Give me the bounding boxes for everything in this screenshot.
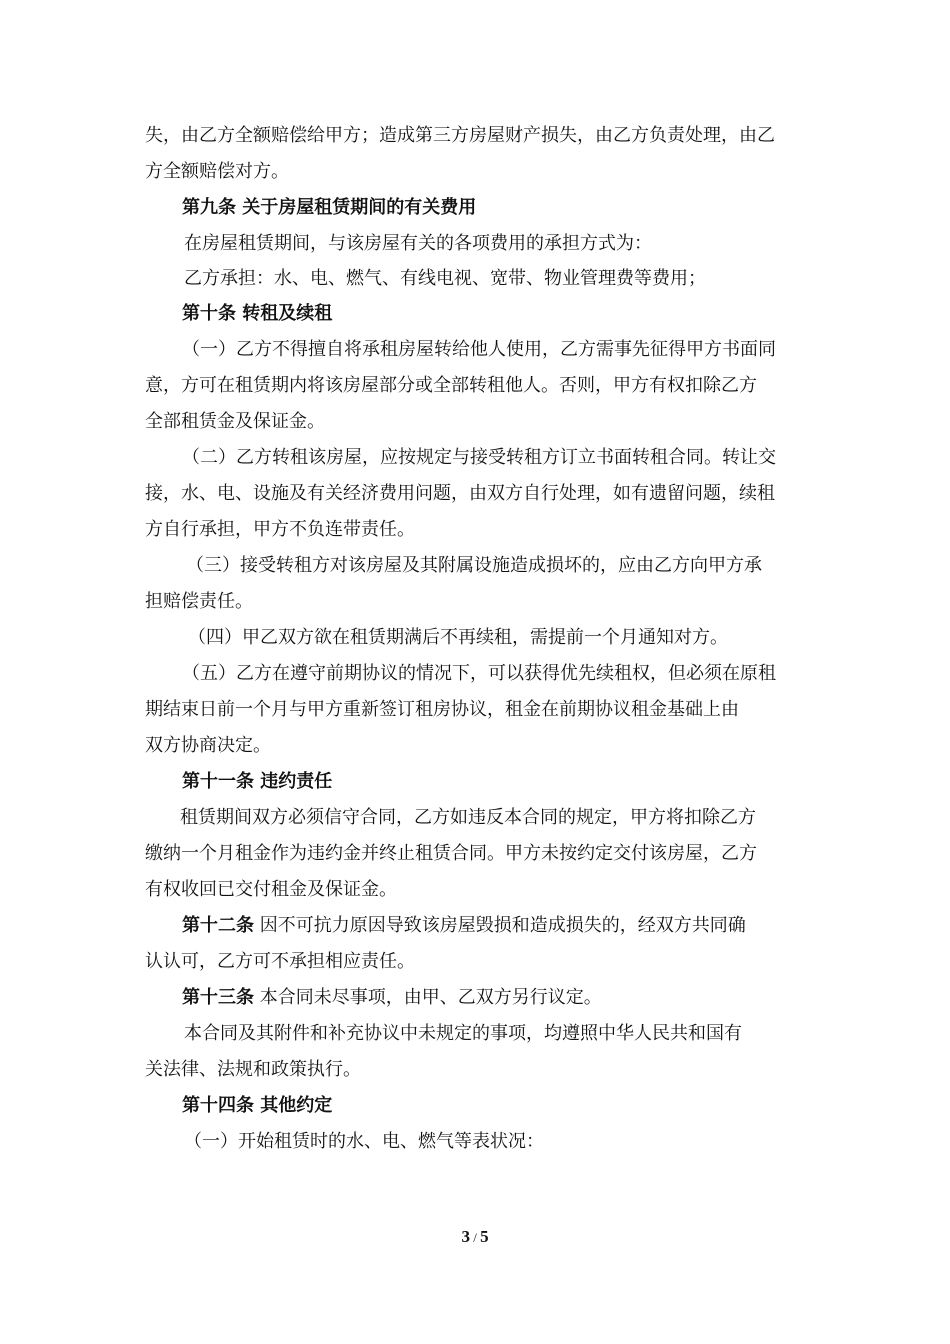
line-text: 关法律、法规和政策执行。 bbox=[145, 1059, 361, 1080]
line-text: （一）开始租赁时的水、电、燃气等表状况： bbox=[184, 1131, 544, 1152]
body-line bbox=[184, 1022, 742, 1046]
line-text: 方全额赔偿对方。 bbox=[145, 161, 289, 182]
line-text: 因不可抗力原因导致该房屋毁损和造成损失的，经双方共同确 bbox=[254, 915, 746, 936]
line-text: 租赁期间双方必须信守合同，乙方如违反本合同的规定，甲方将扣除乙方 bbox=[180, 807, 756, 828]
line-text: 双方协商决定。 bbox=[145, 735, 271, 756]
body-line bbox=[184, 232, 652, 256]
body-line bbox=[182, 446, 776, 470]
line-text: 在房屋租赁期间，与该房屋有关的各项费用的承担方式为： bbox=[184, 233, 652, 254]
line-text: （二）乙方转租该房屋，应按规定与接受转租方订立书面转租合同。转让交 bbox=[182, 447, 776, 468]
body-line bbox=[184, 1130, 544, 1154]
body-line bbox=[145, 590, 253, 614]
body-line bbox=[182, 338, 776, 362]
heading-text: 第十条 转租及续租 bbox=[182, 303, 333, 324]
line-text: （三）接受转租方对该房屋及其附属设施造成损坏的，应由乙方向甲方承 bbox=[186, 555, 762, 576]
line-text: （五）乙方在遵守前期协议的情况下，可以获得优先续租权，但必须在原租 bbox=[182, 663, 776, 684]
body-line bbox=[145, 878, 397, 902]
body-line bbox=[145, 698, 739, 722]
body-line bbox=[145, 160, 289, 184]
body-line bbox=[182, 662, 776, 686]
heading-text: 第十四条 其他约定 bbox=[182, 1095, 333, 1116]
heading-text: 第九条 关于房屋租赁期间的有关费用 bbox=[182, 197, 477, 218]
body-line bbox=[145, 842, 757, 866]
body-line bbox=[145, 734, 271, 758]
line-text: 乙方承担：水、电、燃气、有线电视、宽带、物业管理费等费用； bbox=[184, 268, 706, 289]
article-heading bbox=[182, 196, 476, 220]
article-heading bbox=[182, 1094, 332, 1118]
line-text: （四）甲乙双方欲在租赁期满后不再续租，需提前一个月通知对方。 bbox=[188, 627, 728, 648]
article-label: 第十二条 bbox=[182, 915, 254, 936]
body-line bbox=[145, 410, 325, 434]
line-text: 本合同及其附件和补充协议中未规定的事项，均遵照中华人民共和国有 bbox=[184, 1023, 742, 1044]
line-text: （一）乙方不得擅自将承租房屋转给他人使用，乙方需事先征得甲方书面同 bbox=[182, 339, 776, 360]
total-pages-number: 5 bbox=[480, 1227, 489, 1246]
line-text: 方自行承担，甲方不负连带责任。 bbox=[145, 519, 415, 540]
current-page-number: 3 bbox=[461, 1227, 470, 1246]
body-line bbox=[184, 267, 706, 291]
body-line bbox=[145, 518, 415, 542]
line-text: 期结束日前一个月与甲方重新签订租房协议，租金在前期协议租金基础上由 bbox=[145, 699, 739, 720]
article-paragraph bbox=[182, 986, 602, 1010]
body-line bbox=[145, 374, 757, 398]
line-text: 缴纳一个月租金作为违约金并终止租赁合同。甲方未按约定交付该房屋，乙方 bbox=[145, 843, 757, 864]
body-line bbox=[145, 124, 775, 148]
line-text: 接，水、电、设施及有关经济费用问题，由双方自行处理，如有遗留问题，续租 bbox=[145, 483, 775, 504]
article-heading bbox=[182, 302, 332, 326]
body-line bbox=[186, 554, 762, 578]
body-line bbox=[145, 950, 415, 974]
page-separator: / bbox=[473, 1230, 477, 1245]
article-heading bbox=[182, 770, 332, 794]
body-line bbox=[188, 626, 728, 650]
article-label: 第十三条 bbox=[182, 987, 254, 1008]
line-text: 全部租赁金及保证金。 bbox=[145, 411, 325, 432]
line-text: 意，方可在租赁期内将该房屋部分或全部转租他人。否则，甲方有权扣除乙方 bbox=[145, 375, 757, 396]
article-paragraph bbox=[182, 914, 746, 938]
body-line bbox=[145, 482, 775, 506]
page-number bbox=[0, 1227, 950, 1247]
line-text: 认认可，乙方可不承担相应责任。 bbox=[145, 951, 415, 972]
line-text: 失，由乙方全额赔偿给甲方；造成第三方房屋财产损失，由乙方负责处理，由乙 bbox=[145, 125, 775, 146]
line-text: 有权收回已交付租金及保证金。 bbox=[145, 879, 397, 900]
line-text: 本合同未尽事项，由甲、乙双方另行议定。 bbox=[254, 987, 602, 1008]
line-text: 担赔偿责任。 bbox=[145, 591, 253, 612]
body-line bbox=[145, 1058, 361, 1082]
body-line bbox=[180, 806, 756, 830]
heading-text: 第十一条 违约责任 bbox=[182, 771, 333, 792]
